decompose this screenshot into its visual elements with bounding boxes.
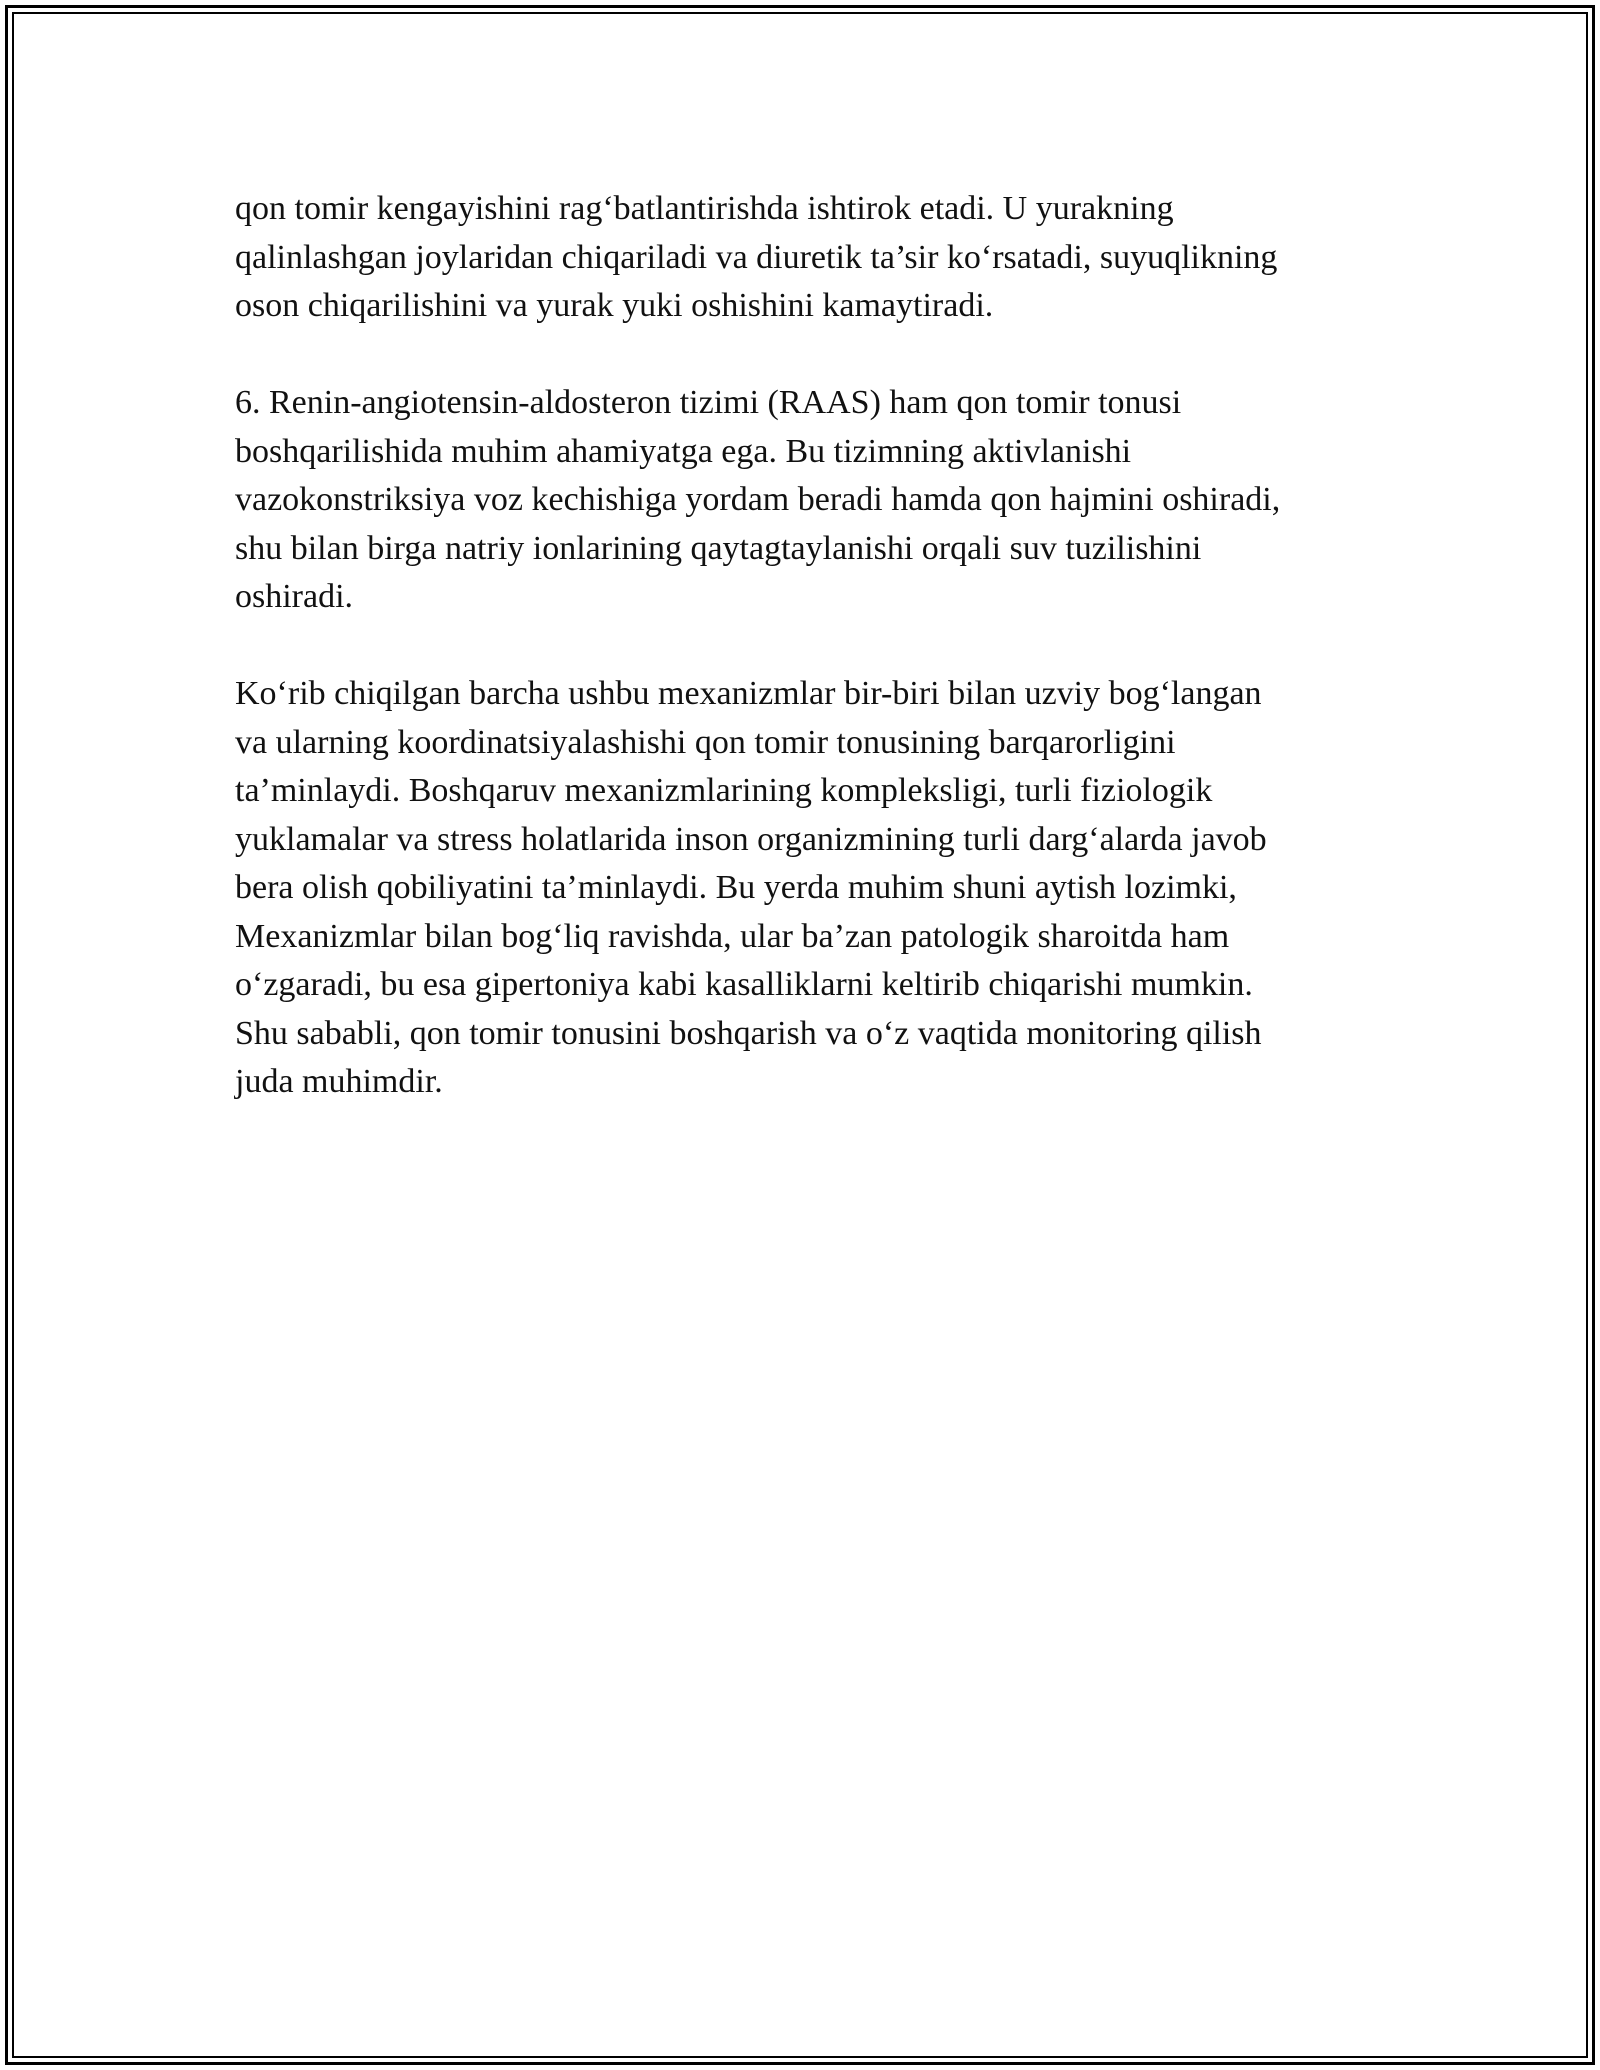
paragraph-1 — [235, 185, 1375, 331]
text-line: Shu sababli, qon tomir tonusini boshqarish va o‘z vaqtida monitoring qilish — [235, 1014, 1262, 1052]
text-line: oshiradi. — [235, 578, 354, 615]
document-body — [235, 185, 1375, 1155]
text-line: vazokonstriksiya voz kechishiga yordam beradi hamda qon hajmini oshiradi, — [235, 481, 1281, 518]
text-line: Mexanizmlar bilan bog‘liq ravishda, ular ba’zan patologik sharoitda ham — [235, 917, 1230, 955]
text-line: shu bilan birga natriy ionlarining qaytagtaylanishi orqali suv tuzilishini — [235, 529, 1202, 567]
text-line: o‘zgaradi, bu esa gipertoniya kabi kasalliklarni keltirib chiqarishi mumkin. — [235, 966, 1253, 1003]
text-line: 6. Renin-angiotensin-aldosteron tizimi (RAAS) ham qon tomir tonusi — [235, 384, 1182, 421]
text-line: ta’minlaydi. Boshqaruv mexanizmlarining kompleksligi, turli fiziologik — [235, 772, 1213, 809]
text-line: Ko‘rib chiqilgan barcha ushbu mexanizmlar bir-biri bilan uzviy bog‘langan — [235, 675, 1262, 712]
text-line: oson chiqarilishini va yurak yuki oshishini kamaytiradi. — [235, 287, 994, 324]
text-line: qalinlashgan joylaridan chiqariladi va diuretik ta’sir ko‘rsatadi, suyuqlikning — [235, 238, 1278, 276]
text-line: bera olish qobiliyatini ta’minlaydi. Bu yerda muhim shuni aytish lozimki, — [235, 869, 1237, 906]
text-line: yuklamalar va stress holatlarida inson organizmining turli darg‘alarda javob — [235, 820, 1267, 858]
text-line: juda muhimdir. — [235, 1063, 443, 1100]
paragraph-2 — [235, 379, 1375, 622]
text-line: boshqarilishida muhim ahamiyatga ega. Bu tizimning aktivlanishi — [235, 432, 1132, 470]
text-line: va ularning koordinatsiyalashishi qon tomir tonusining barqarorligini — [235, 723, 1176, 761]
text-line: qon tomir kengayishini rag‘batlantirishda ishtirok etadi. U yurakning — [235, 190, 1174, 227]
paragraph-3 — [235, 670, 1375, 1107]
